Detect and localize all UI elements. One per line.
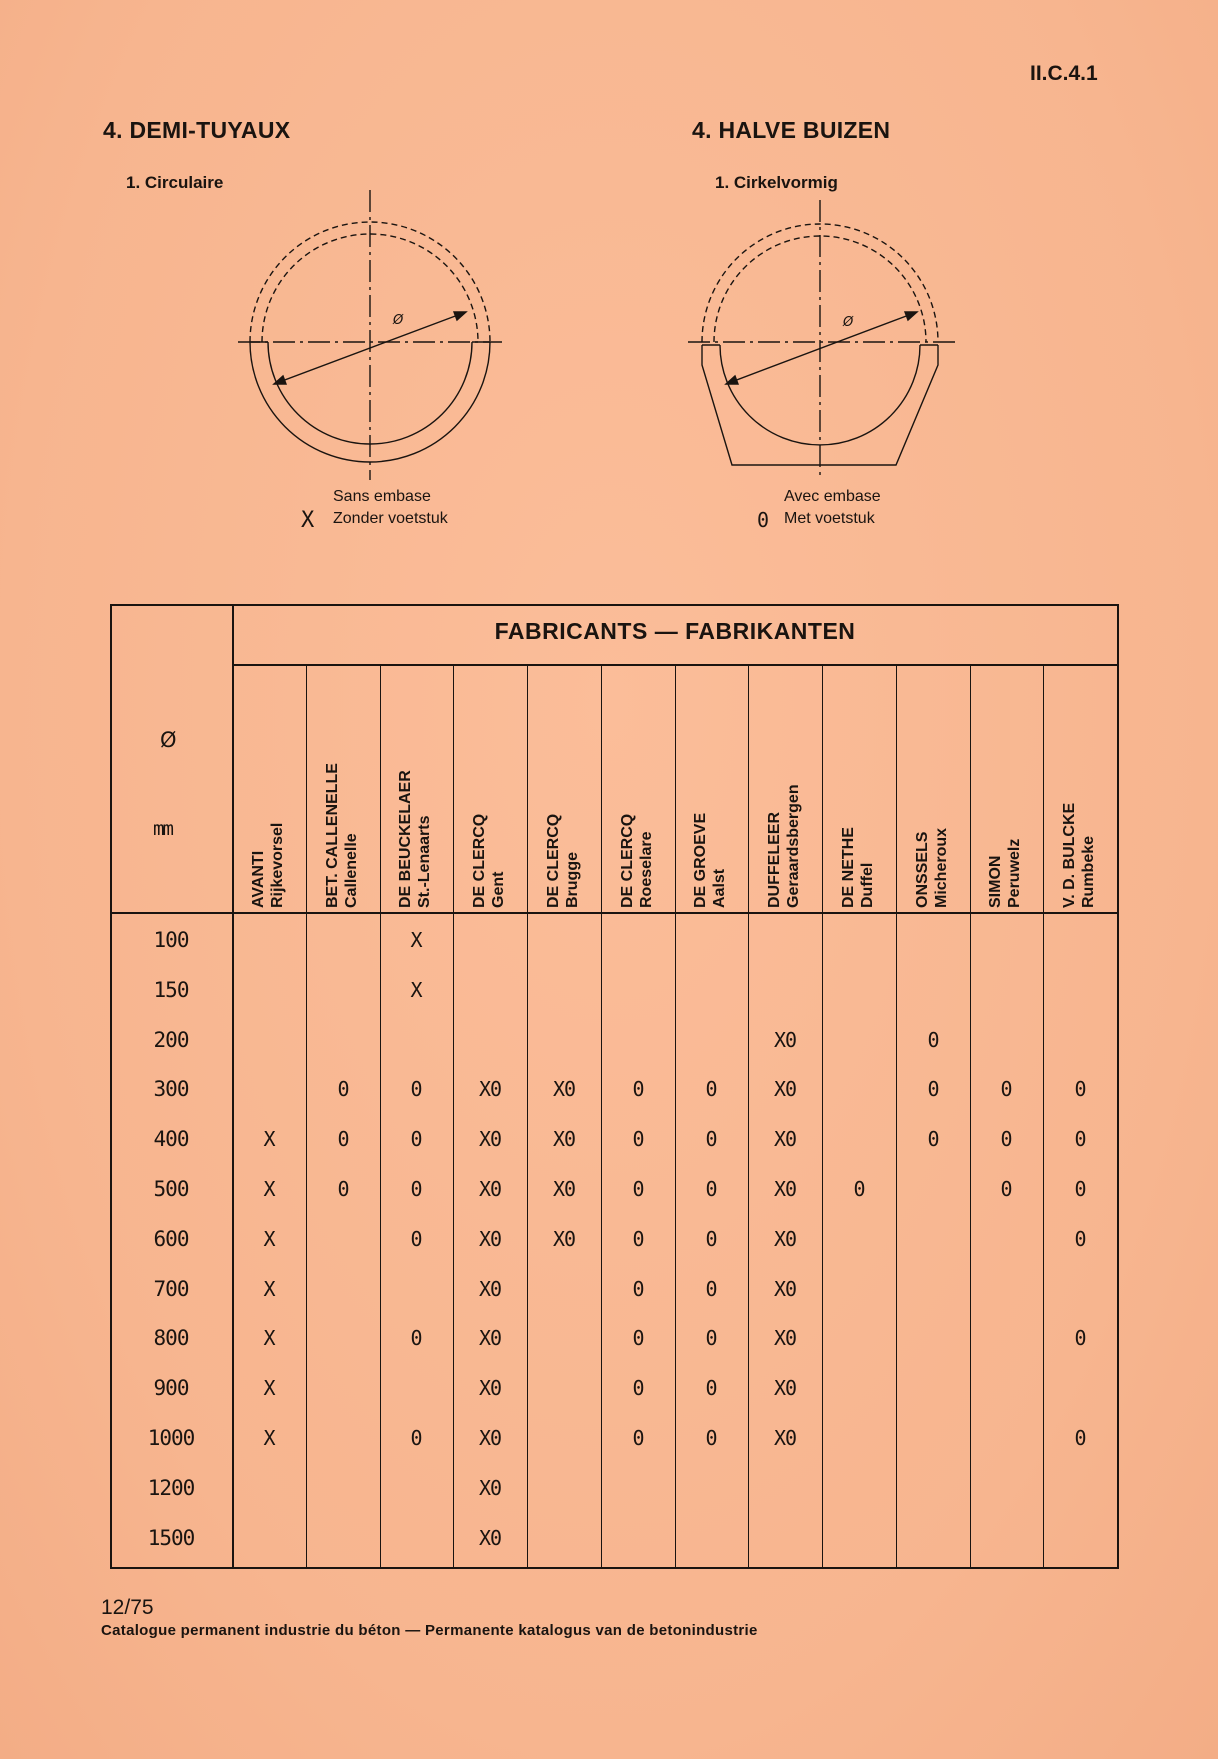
- availability-cell: 0: [632, 1077, 644, 1102]
- availability-cell: 0: [1074, 1177, 1086, 1201]
- row-diameter-label: 600: [153, 1226, 189, 1251]
- availability-cell: X0: [552, 1077, 576, 1102]
- manufacturer-location: Geraardsbergen: [785, 784, 802, 908]
- availability-cell: X0: [478, 1326, 502, 1351]
- availability-cell: 0: [927, 1027, 939, 1052]
- header-bottom-divider: [110, 912, 1117, 914]
- column-header-manufacturer: [691, 668, 731, 908]
- column-header-manufacturer: [765, 668, 805, 908]
- half-pipe-circular-diagram: [230, 190, 510, 480]
- page-reference: II.C.4.1: [1030, 62, 1098, 85]
- manufacturer-location: Micheroux: [933, 827, 950, 908]
- column-header-manufacturer: [839, 668, 879, 908]
- row-diameter-label: 700: [153, 1276, 189, 1301]
- manufacturer-name: DE CLERCQ: [545, 813, 562, 908]
- manufacturer-name: DE CLERCQ: [619, 813, 636, 908]
- availability-cell: 0: [705, 1077, 717, 1102]
- column-header-manufacturer: [249, 668, 289, 908]
- column-header-manufacturer: [396, 668, 436, 908]
- availability-cell: X0: [773, 1426, 797, 1450]
- column-divider: [896, 664, 897, 1567]
- section-title-fr: 4. DEMI-TUYAUX: [103, 117, 291, 143]
- availability-cell: 0: [410, 1426, 422, 1450]
- manufacturer-location: Duffel: [859, 862, 876, 908]
- legend-text-fr-with-base: Avec embase: [784, 488, 881, 505]
- row-diameter-label: 1000: [147, 1426, 195, 1450]
- availability-cell: X: [410, 928, 422, 952]
- availability-cell: X0: [773, 1376, 797, 1401]
- column-header-manufacturer: [986, 668, 1026, 908]
- availability-cell: 0: [410, 1226, 422, 1251]
- row-diameter-label: 1200: [147, 1475, 195, 1500]
- availability-cell: 0: [1074, 1226, 1086, 1251]
- manufacturer-location: St.-Lenaarts: [416, 815, 433, 908]
- manufacturer-location: Brugge: [564, 852, 581, 908]
- availability-cell: 0: [705, 1276, 717, 1301]
- availability-cell: 0: [1000, 1127, 1012, 1152]
- manufacturer-name: DE BEUCKELAER: [397, 770, 414, 908]
- row-diameter-label: 150: [153, 977, 189, 1002]
- availability-cell: X: [263, 1426, 275, 1450]
- availability-cell: X0: [773, 1177, 797, 1201]
- availability-cell: 0: [410, 1077, 422, 1102]
- availability-cell: 0: [705, 1127, 717, 1152]
- diameter-label-2: Ø: [843, 315, 854, 330]
- availability-cell: X0: [478, 1376, 502, 1401]
- legend-text-nl-with-base: Met voetstuk: [784, 510, 875, 527]
- availability-cell: X: [263, 1226, 275, 1251]
- table-border-right: [1117, 604, 1119, 1569]
- catalogue-footer: Catalogue permanent industrie du béton — Permanente katalogus van de betonindustrie: [101, 1622, 758, 1639]
- column-header-manufacturer: [544, 668, 584, 908]
- manufacturer-name: AVANTI: [250, 850, 267, 908]
- page-number: 12/75: [101, 1596, 154, 1619]
- availability-cell: 0: [337, 1077, 349, 1102]
- availability-cell: 0: [632, 1426, 644, 1450]
- availability-cell: X0: [773, 1276, 797, 1301]
- subsection-title-nl: 1. Cirkelvormig: [715, 173, 838, 192]
- diameter-label: Ø: [393, 313, 404, 328]
- row-diameter-label: 1500: [147, 1525, 195, 1550]
- availability-cell: X: [263, 1127, 275, 1152]
- table-border-bottom: [110, 1567, 1117, 1569]
- column-header-manufacturer: [618, 668, 658, 908]
- availability-cell: 0: [853, 1177, 865, 1201]
- availability-cell: X: [263, 1177, 275, 1201]
- availability-cell: 0: [1000, 1077, 1012, 1102]
- half-pipe-with-base-diagram: [680, 200, 960, 480]
- availability-cell: 0: [632, 1226, 644, 1251]
- legend-symbol-0: 0: [757, 508, 770, 532]
- subsection-title-fr: 1. Circulaire: [126, 173, 224, 192]
- legend-symbol-x: X: [301, 508, 315, 533]
- availability-cell: X: [263, 1326, 275, 1351]
- manufacturer-location: Peruwelz: [1006, 838, 1023, 908]
- availability-cell: X0: [552, 1226, 576, 1251]
- availability-cell: X: [410, 977, 422, 1002]
- row-diameter-label: 300: [153, 1077, 189, 1102]
- table-border-top: [110, 604, 1117, 606]
- availability-cell: 0: [705, 1376, 717, 1401]
- row-diameter-label: 900: [153, 1376, 189, 1401]
- availability-cell: X0: [478, 1426, 502, 1450]
- availability-cell: X0: [478, 1276, 502, 1301]
- availability-cell: X: [263, 1376, 275, 1401]
- availability-cell: X0: [773, 1226, 797, 1251]
- manufacturer-location: Gent: [490, 871, 507, 908]
- availability-cell: X0: [773, 1027, 797, 1052]
- availability-cell: 0: [705, 1226, 717, 1251]
- column-divider: [527, 664, 528, 1567]
- manufacturer-name: DE CLERCQ: [471, 813, 488, 908]
- manufacturer-name: DE GROEVE: [692, 812, 709, 908]
- manufacturer-name: BET. CALLENELLE: [324, 763, 341, 908]
- column-divider: [306, 664, 307, 1567]
- availability-cell: 0: [927, 1127, 939, 1152]
- availability-cell: 0: [705, 1326, 717, 1351]
- availability-cell: 0: [927, 1077, 939, 1102]
- legend-text-fr-without-base: Sans embase: [333, 488, 431, 505]
- availability-cell: X: [263, 1276, 275, 1301]
- availability-cell: 0: [632, 1376, 644, 1401]
- manufacturer-location: Aalst: [711, 868, 728, 908]
- availability-cell: 0: [632, 1326, 644, 1351]
- availability-cell: X0: [773, 1127, 797, 1152]
- availability-cell: 0: [1074, 1077, 1086, 1102]
- row-diameter-label: 200: [153, 1027, 189, 1052]
- column-header-manufacturer: [913, 668, 953, 908]
- availability-cell: 0: [410, 1326, 422, 1351]
- availability-cell: 0: [1000, 1177, 1012, 1201]
- manufacturer-name: ONSSELS: [914, 831, 931, 908]
- column-header-manufacturer: [1060, 668, 1100, 908]
- availability-cell: 0: [705, 1177, 717, 1201]
- availability-cell: 0: [337, 1127, 349, 1152]
- row-diameter-label: 400: [153, 1127, 189, 1152]
- manufacturer-location: Rijkevorsel: [269, 822, 286, 908]
- legend-text-nl-without-base: Zonder voetstuk: [333, 510, 448, 527]
- availability-cell: X0: [478, 1475, 502, 1500]
- manufacturer-name: DUFFELEER: [766, 812, 783, 908]
- availability-cell: X0: [552, 1177, 576, 1201]
- availability-cell: 0: [410, 1127, 422, 1152]
- table-title: FABRICANTS — FABRIKANTEN: [494, 618, 856, 644]
- availability-cell: X0: [773, 1077, 797, 1102]
- diameter-column-divider: [232, 604, 234, 1567]
- availability-cell: 0: [705, 1426, 717, 1450]
- column-header-manufacturer: [470, 668, 510, 908]
- availability-cell: X0: [478, 1127, 502, 1152]
- availability-cell: 0: [1074, 1426, 1086, 1450]
- diameter-header-unit: mm: [153, 818, 172, 840]
- section-title-nl: 4. HALVE BUIZEN: [692, 117, 891, 143]
- availability-cell: 0: [632, 1177, 644, 1201]
- availability-cell: 0: [632, 1127, 644, 1152]
- column-header-manufacturer: [323, 668, 363, 908]
- availability-cell: X0: [478, 1226, 502, 1251]
- row-diameter-label: 800: [153, 1326, 189, 1351]
- diameter-header-symbol: Ø: [160, 728, 177, 752]
- manufacturer-name: V. D. BULCKE: [1061, 802, 1078, 908]
- availability-cell: 0: [410, 1177, 422, 1201]
- manufacturer-name: DE NETHE: [840, 827, 857, 908]
- manufacturer-location: Rumbeke: [1080, 835, 1097, 908]
- manufacturer-location: Roeselare: [638, 831, 655, 908]
- availability-cell: 0: [337, 1177, 349, 1201]
- column-divider: [822, 664, 823, 1567]
- row-diameter-label: 500: [153, 1177, 189, 1201]
- availability-cell: 0: [632, 1276, 644, 1301]
- row-diameter-label: 100: [153, 928, 189, 952]
- availability-cell: 0: [1074, 1326, 1086, 1351]
- manufacturer-location: Callenelle: [343, 833, 360, 908]
- availability-cell: X0: [478, 1525, 502, 1550]
- column-divider: [970, 664, 971, 1567]
- availability-cell: X0: [478, 1177, 502, 1201]
- availability-cell: X0: [478, 1077, 502, 1102]
- manufacturer-name: SIMON: [987, 855, 1004, 908]
- availability-cell: X0: [552, 1127, 576, 1152]
- availability-cell: X0: [773, 1326, 797, 1351]
- availability-cell: 0: [1074, 1127, 1086, 1152]
